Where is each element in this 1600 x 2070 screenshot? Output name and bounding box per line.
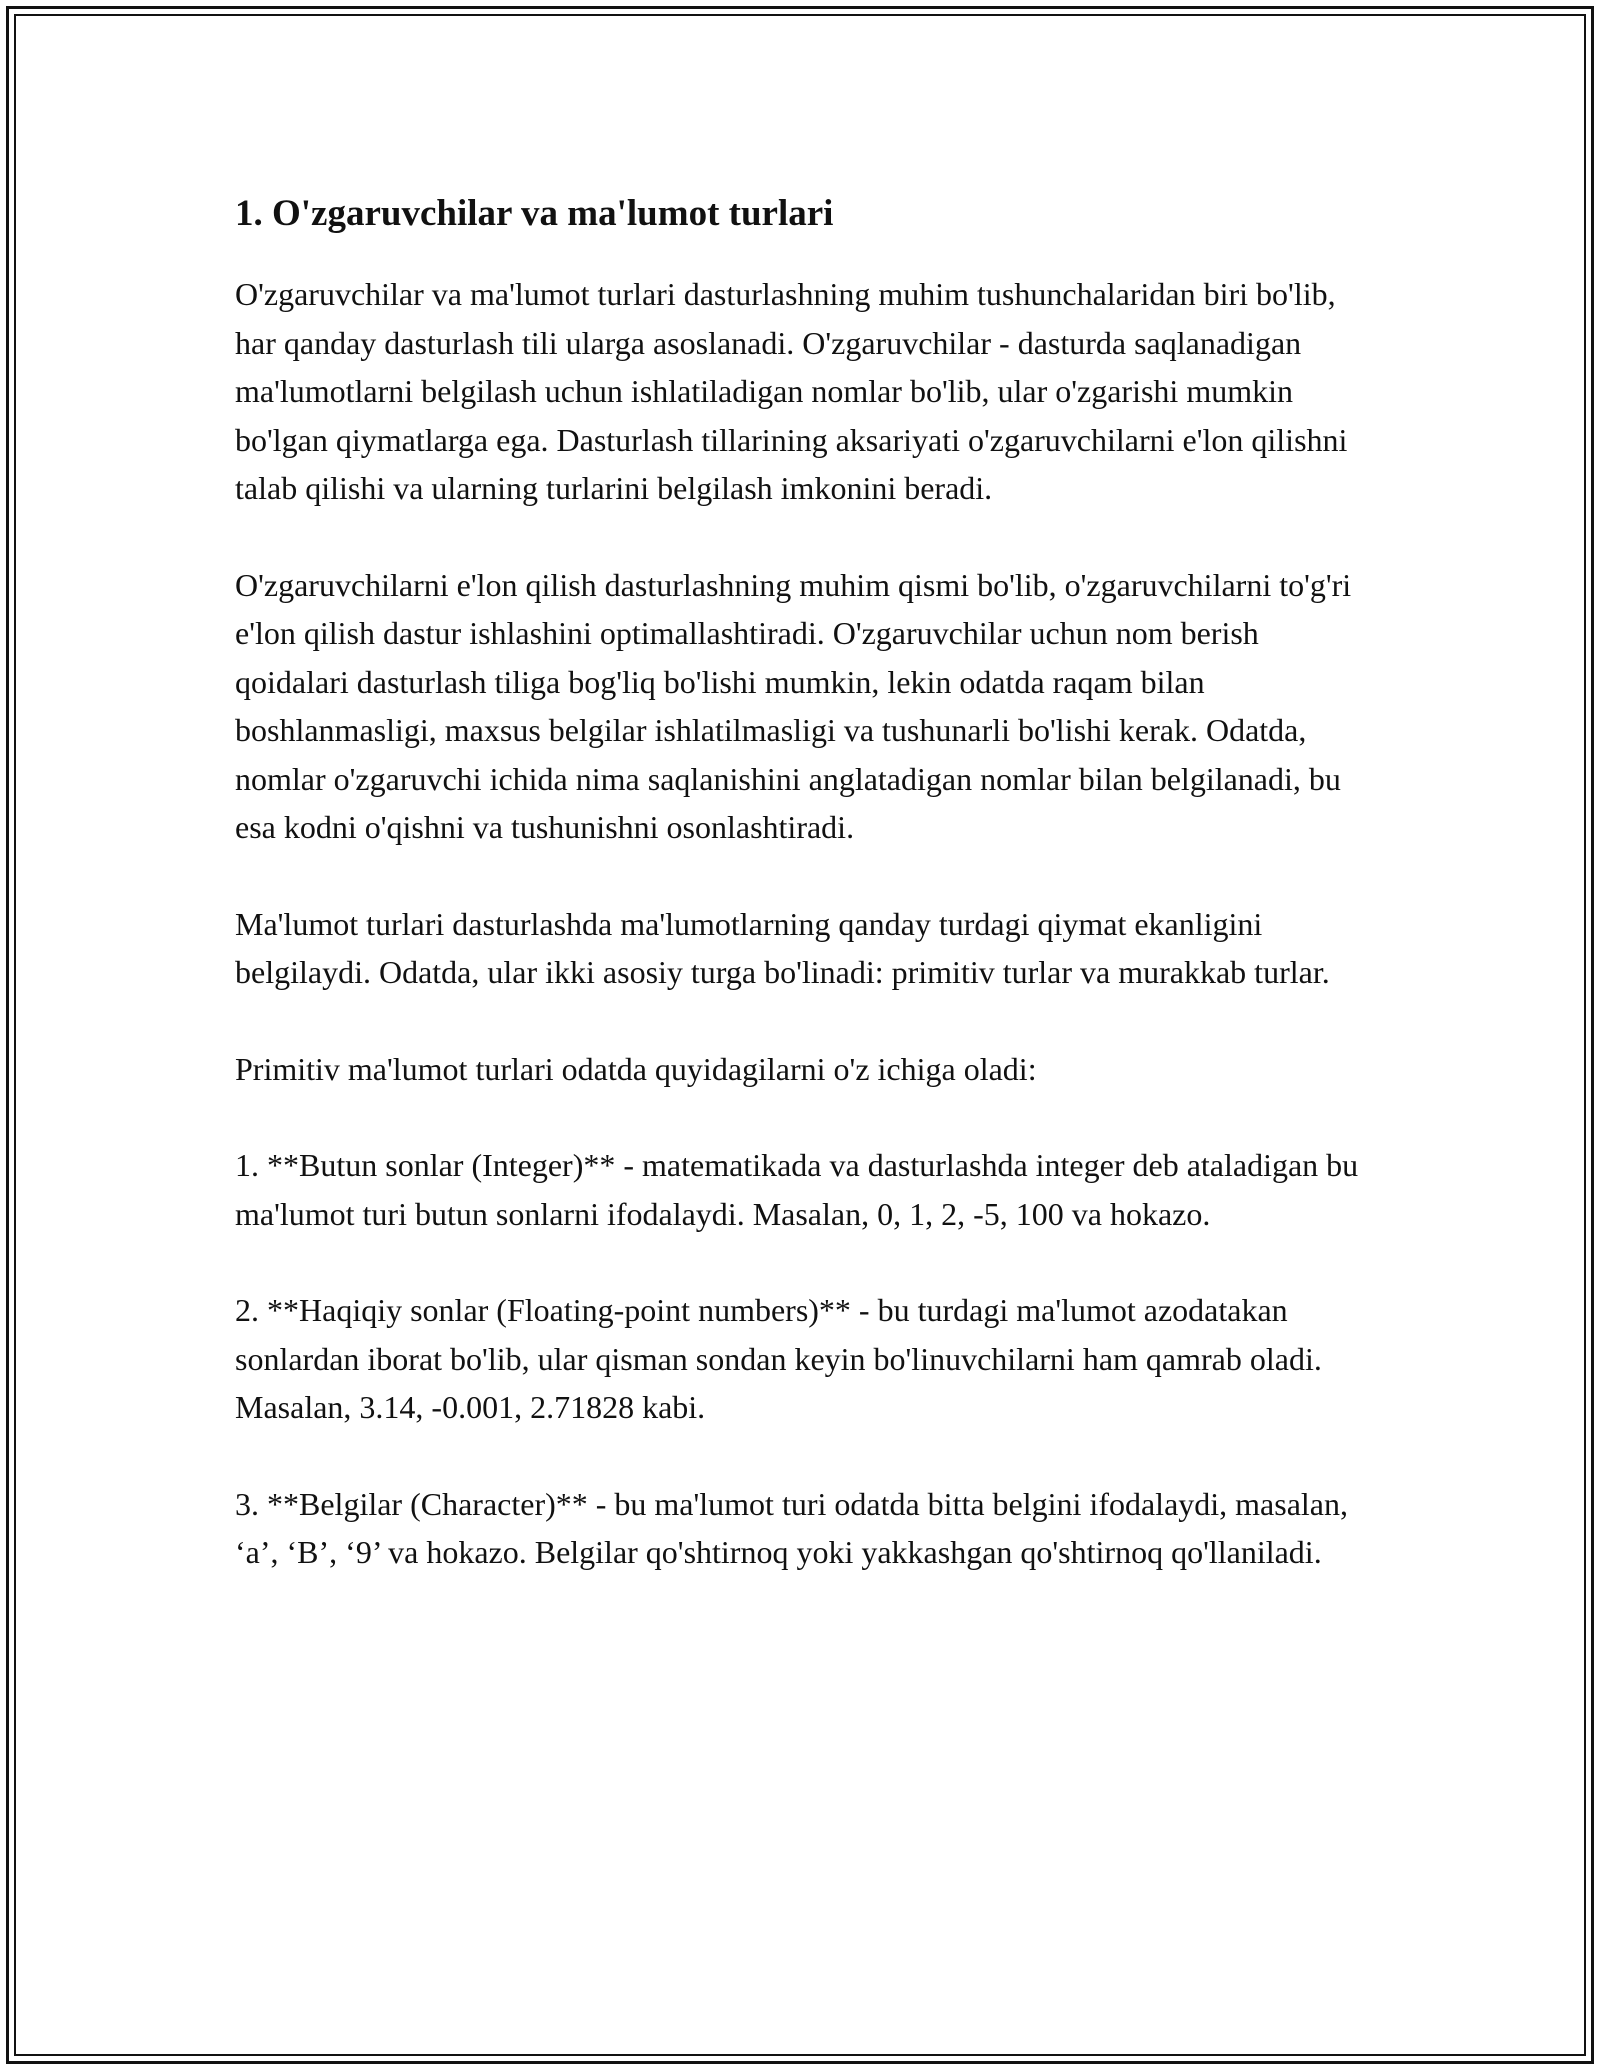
paragraph-data-types: Ma'lumot turlari dasturlashda ma'lumotlarning qanday turdagi qiymat ekanligini belgilaydi. Odatda, ular ikki asosiy turga bo'linadi: primitiv turlar va murakkab turlar. [235, 905, 1330, 990]
paragraph-primitive-intro: Primitiv ma'lumot turlari odatda quyidagilarni o'z ichiga oladi: [235, 1050, 1037, 1087]
list-item-floating-point: 2. **Haqiqiy sonlar (Floating-point numbers)** - bu turdagi ma'lumot azodatakan sonlardan iborat bo'lib, ular qisman sondan keyin bo'linuvchilarni ham qamrab oladi. Masalan, 3.14, -0.001, 2.71828 kabi. [235, 1292, 1322, 1425]
document-body [235, 186, 1375, 1625]
section-heading: 1. O'zgaruvchilar va ma'lumot turlari [235, 193, 834, 234]
list-item-character: 3. **Belgilar (Character)** - bu ma'lumot turi odatda bitta belgini ifodalaydi, masalan, ‘a’, ‘B’, ‘9’ va hokazo. Belgilar qo'shtirnoq yoki yakkashgan qo'shtirnoq qo'llaniladi. [235, 1485, 1348, 1570]
list-item-integer: 1. **Butun sonlar (Integer)** - matematikada va dasturlashda integer deb ataladigan bu ma'lumot turi butun sonlarni ifodalaydi. Masalan, 0, 1, 2, -5, 100 va hokazo. [235, 1147, 1359, 1232]
paragraph-declaration: O'zgaruvchilarni e'lon qilish dasturlashning muhim qismi bo'lib, o'zgaruvchilarni to'g'ri e'lon qilish dastur ishlashini optimallashtiradi. O'zgaruvchilar uchun nom berish qoidalari dasturlash tiliga bog'liq bo'lishi mumkin, lekin odatda raqam bilan boshlanmasligi, maxsus belgilar ishlatilmasligi va tushunarli bo'lishi kerak. Odatda, nomlar o'zgaruvchi ichida nima saqlanishini anglatadigan nomlar bilan belgilanadi, bu esa kodni o'qishni va tushunishni osonlashtiradi. [235, 566, 1352, 845]
paragraph-intro: O'zgaruvchilar va ma'lumot turlari dasturlashning muhim tushunchalaridan biri bo'lib, har qanday dasturlash tili ularga asoslanadi. O'zgaruvchilar - dasturda saqlanadigan ma'lumotlarni belgilash uchun ishlatiladigan nomlar bo'lib, ular o'zgarishi mumkin bo'lgan qiymatlarga ega. Dasturlash tillarining aksariyati o'zgaruvchilarni e'lon qilishni talab qilishi va ularning turlarini belgilash imkonini beradi. [235, 276, 1348, 506]
